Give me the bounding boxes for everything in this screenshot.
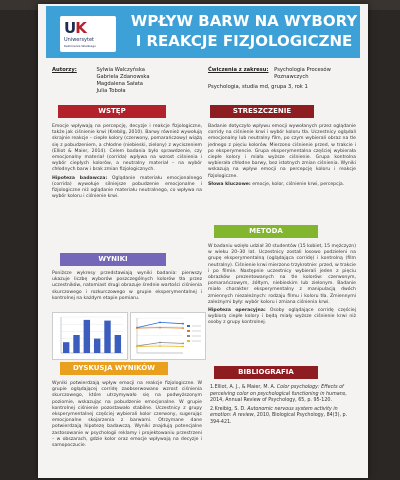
author-name: Gabriela Zdanowska — [96, 74, 150, 80]
summary-heading: STRESZCZENIE — [210, 105, 314, 118]
title-line-1: WPŁYW BARW NA WYBORY — [130, 12, 358, 30]
summary-paragraph: Badanie dotyczyło wpływu emocji wywołanych przez oglądanie corridy na ciśnienie krwi i wybór koloru tła. Uczestnicy oglądali emocjonalny lub neutralny film, po czym wybierali obraz na tle jednego z pięciu kolorów. Mierzono ciśnienie przed, w trakcie i po eksperymencie. Grupa eksperymentalna częściej wybierała ciepłe kolory i miała wyższe ciśnienie. Grupa kontrolna wybierała chłodne barwy, bez istotnych zmian ciśnienia. Wyniki wskazują na wpływ emocji na percepcję koloru i reakcje fizjologiczne. — [208, 124, 356, 179]
discussion-paragraph: Wyniki potwierdzają wpływ emocji na reakcje fizjologiczne. W grupie oglądającej corridę zaobserwowano wzrost ciśnienia skurczowego, które utrzymywało się na podwyższonym poziomie, wskazując na pobudzenie emocjonalne. W grupie kontrolnej ciśnienie pozostawało stabilne. Uczestnicy z grupy eksperymentalnej częściej wybierali kolor czerwony, sugerując emocjonalne skojarzenia z barwami. Otrzymane dane potwierdzają hipotezę badawczą. Wyniki znajdują potencjalne zastosowanie w psychologii reklamy i projektowaniu przestrzeni – w obszarach, gdzie kolor oraz emocje wpływają na decyzje i samopoczucie. — [52, 381, 202, 449]
line-chart-blood-pressure — [130, 312, 206, 360]
bib-title: Color psychology: Effects of perceiving color on psychological functioning in humans — [210, 385, 346, 397]
author-name: Sylwia Walczyńska — [96, 67, 145, 73]
bib-title: Autonomic nervous system activity in emotion: A review — [210, 406, 338, 418]
title-line-2: I REAKCJE FIZJOLOGICZNE — [135, 32, 353, 50]
intro-paragraph: Emocje wpływają na percepcję, decyzje i reakcje fizjologiczne, także jak ciśnienie krwi (Krebilg, 2010). Barwy również wywołują skrajnie reakcje – ciepłe kolory (czerwony, pomarańczowy) wiążą się z pobudzeniem, a chłodne (niebieski, zielony) z wyciszeniem (Elliot & Maier, 2014). Celem badania było sprawdzenie, czy emocjonalny materiał (corrida) wpływa na wzrost ciśnienia i wybór ciepłych kolorów, a neutralny materiał – na wybór chłodnych barw i brak zmian fizjologicznych. — [52, 124, 202, 173]
discussion-heading: DYSKUSJA WYNIKÓW — [60, 362, 168, 375]
method-text — [208, 244, 356, 329]
results-paragraph: Poniższe wykresy przedstawiają wyniki badania: pierwszy ukazuje liczbę wyborów poszczególnych kolorów tła przez uczestników, natomiast drugi obrazuje średnie wartości ciśnienia skurczowego i rozkurczowego w grupie eksperymentalnej i kontrolnej na każdym etapie pomiaru. — [52, 271, 202, 301]
authors-label: Autorzy: — [52, 67, 77, 73]
bar-chart-svg — [53, 313, 127, 359]
logo-name: Uniwersytet — [64, 37, 94, 43]
series-point — [159, 327, 161, 329]
bib-source: , 2010, Biological Psychology, 84(3), p. 394-421. — [210, 413, 348, 425]
course-group: Psychologia, studia md, grupa 3, rok 1 — [208, 84, 308, 90]
logo-subtitle: Kazimierza Wielkiego — [64, 44, 96, 48]
legend-swatch — [187, 325, 190, 327]
operational-hypothesis-label: Hipoteza operacyjna: — [208, 308, 266, 314]
legend-swatch — [187, 330, 190, 332]
bar-chart-color-choices — [52, 312, 128, 360]
logo-mark — [64, 19, 86, 37]
course-line: Poznawczych — [274, 74, 309, 80]
bar — [84, 320, 90, 353]
series-point — [182, 323, 184, 325]
bibliography-heading: BIBLIOGRAFIA — [214, 366, 318, 379]
summary-text — [208, 124, 356, 190]
author-name: Julia Toboła — [96, 88, 126, 94]
line-chart-svg — [131, 313, 205, 359]
logo-letter-u: U — [64, 19, 76, 37]
results-text — [52, 271, 202, 304]
series-point — [136, 346, 138, 348]
intro-text — [52, 124, 202, 202]
series-point — [159, 321, 161, 323]
authors-block — [52, 67, 150, 95]
keywords-text: emocje, kolor, ciśnienie krwi, percepcja. — [252, 181, 345, 187]
method-operational-hypothesis — [208, 308, 356, 327]
results-heading: WYNIKI — [60, 253, 166, 266]
series-point — [182, 342, 184, 344]
series-point — [159, 345, 161, 347]
bib-source: , 2014, Annual Review of Psychology, 65, p. 95-120. — [210, 391, 347, 403]
hypothesis-label: Hipoteza badawcza: — [52, 175, 108, 181]
method-paragraph: W badaniu wzięło udział 30 studentów (15 kobiet, 15 mężczyzn) w wieku 20–30 lat. Uczestnicy zostali losowo podzieleni na grupę eksperymentalną (oglądająca corridę) i kontrolną (film neutralny). Ciśnienie krwi mierzono trzykrotnie: przed, w trakcie i po filmie. Następnie uczestnicy wybierali jeden z pięciu obrazków prezentowanych na tle kolorów: czerwonym, pomarańczowym, żółtym, niebieskim lub zielonym. Badanie miało charakter eksperymentalny z manipulacją dwóch zmiennych niezależnych: rodzaju filmu i koloru tła. Zmiennymi zależnymi były: wybór koloru i zmiana ciśnienia krwi. — [208, 244, 356, 305]
logo-letter-k: K — [75, 19, 86, 37]
hypothesis-text: Oglądanie materiału emocjonalnego (corrida) wywołuje silniejsze pobudzenie emocjonalne i fizjologiczne niż oglądanie materiału neutralnego, co wpływa na wybór koloru i ciśnienie krwi. — [52, 175, 202, 200]
bar — [63, 342, 69, 353]
course-lines — [274, 67, 331, 81]
course-line: Psychologia Procesów — [274, 67, 331, 73]
poster — [38, 4, 368, 478]
legend-swatch — [187, 340, 190, 342]
series-point — [159, 342, 161, 344]
bib-num: 2. — [210, 406, 215, 412]
poster-header — [46, 6, 360, 58]
method-heading: METODA — [214, 225, 318, 238]
series-point — [182, 346, 184, 348]
intro-heading: WSTĘP — [58, 105, 166, 118]
course-block — [208, 67, 331, 91]
bibliography-list — [210, 385, 356, 428]
operational-hypothesis-text: Osoby oglądające corridę częściej wybiorą ciepłe kolory i będą miały wyższe ciśnienie krwi niż osoby z grupy kontrolnej. — [208, 308, 356, 326]
legend-swatch — [187, 335, 190, 337]
discussion-text — [52, 381, 202, 451]
bibliography-item — [210, 385, 356, 405]
bar — [73, 335, 79, 353]
authors-list — [96, 67, 149, 95]
bar — [104, 321, 110, 353]
course-label: Ćwiczenia z zakresu: — [208, 67, 269, 73]
intro-hypothesis — [52, 176, 202, 201]
author-name: Magdalena Sałata — [96, 81, 143, 87]
bib-num: 1. — [210, 385, 215, 390]
series-point — [182, 327, 184, 329]
bar — [94, 339, 100, 353]
university-logo — [60, 16, 116, 52]
bar — [115, 335, 121, 353]
poster-title — [124, 11, 364, 51]
bibliography-item — [210, 407, 356, 427]
series-point — [136, 327, 138, 329]
bib-authors: Kreibig, S. D. — [214, 406, 248, 412]
bib-authors: Elliot, A. J., & Maier, M. A. — [214, 385, 277, 390]
keywords-label: Słowa kluczowe: — [208, 181, 251, 187]
summary-keywords — [208, 182, 356, 188]
